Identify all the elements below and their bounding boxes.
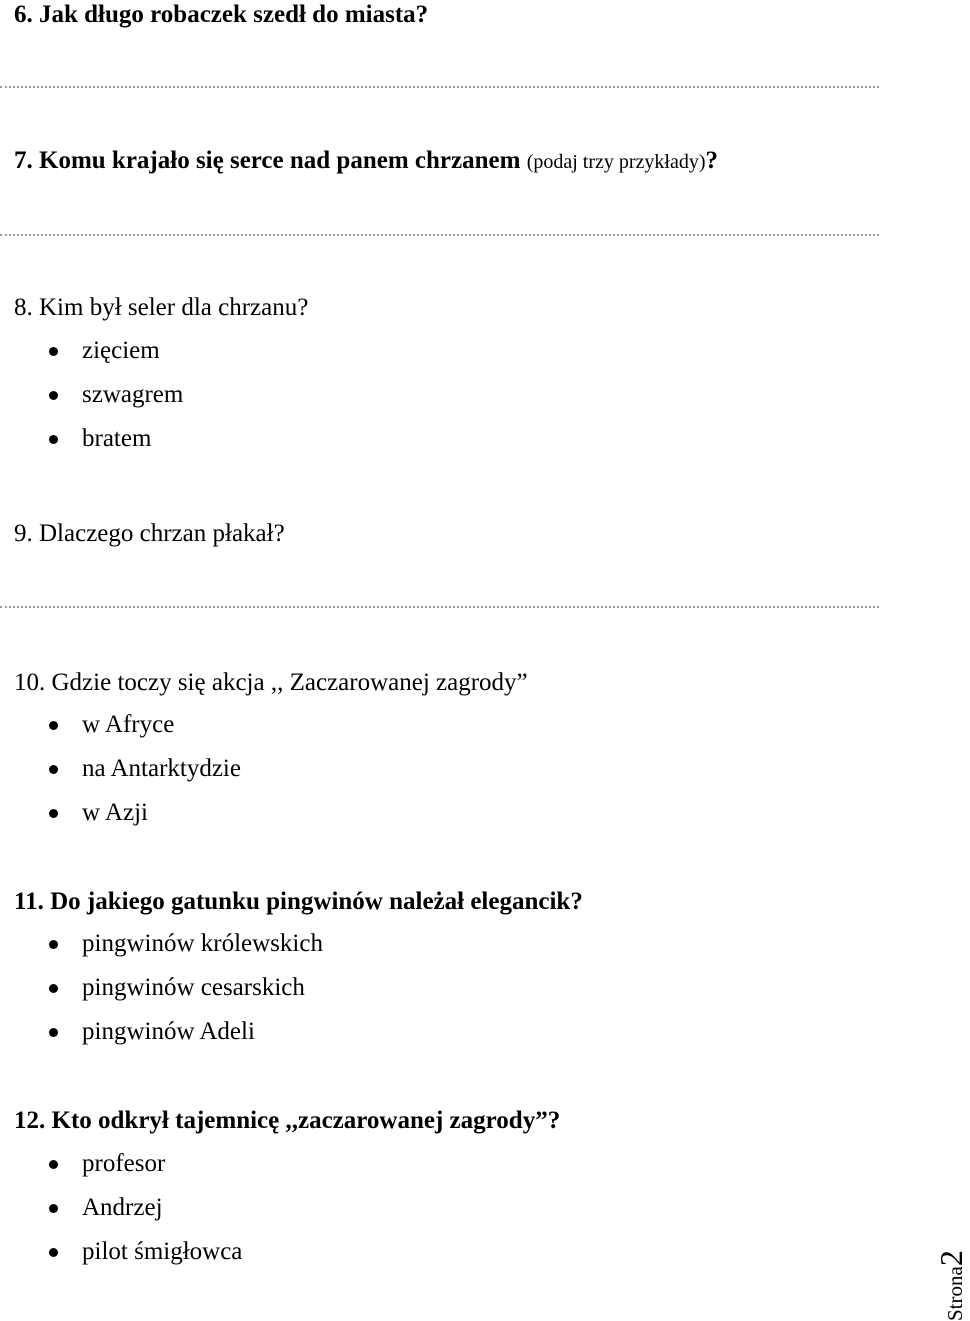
option-8-2: szwagrem bbox=[82, 381, 184, 408]
answer-line-7 bbox=[0, 234, 879, 236]
option-12-1: profesor bbox=[82, 1150, 166, 1177]
question-9: 9. Dlaczego chrzan płakał? bbox=[14, 520, 285, 547]
question-7-note: (podaj trzy przykłady) bbox=[526, 151, 706, 173]
page-footer-text bbox=[933, 1250, 970, 1321]
bullet-icon bbox=[49, 809, 58, 818]
page-label: Strona bbox=[943, 1266, 967, 1321]
bullet-icon bbox=[49, 435, 58, 444]
option-12-3: pilot śmigłowca bbox=[82, 1238, 243, 1265]
bullet-icon bbox=[49, 1028, 58, 1037]
option-11-3: pingwinów Adeli bbox=[82, 1018, 255, 1045]
option-11-2: pingwinów cesarskich bbox=[82, 974, 305, 1001]
question-11: 11. Do jakiego gatunku pingwinów należał elegancik? bbox=[14, 888, 583, 915]
option-10-2: na Antarktydzie bbox=[82, 755, 241, 782]
question-6: 6. Jak długo robaczek szedł do miasta? bbox=[14, 1, 429, 28]
bullet-icon bbox=[49, 391, 58, 400]
bullet-icon bbox=[49, 721, 58, 730]
option-8-1: zięciem bbox=[82, 337, 160, 364]
option-8-3: bratem bbox=[82, 425, 152, 452]
option-10-1: w Afryce bbox=[82, 711, 175, 738]
question-7 bbox=[14, 146, 718, 177]
option-10-3: w Azji bbox=[82, 799, 148, 826]
bullet-icon bbox=[49, 940, 58, 949]
bullet-icon bbox=[49, 1204, 58, 1213]
question-12: 12. Kto odkrył tajemnicę ,,zaczarowanej zagrody”? bbox=[14, 1107, 561, 1134]
answer-line-9 bbox=[0, 606, 879, 608]
bullet-icon bbox=[49, 765, 58, 774]
question-8: 8. Kim był seler dla chrzanu? bbox=[14, 294, 309, 321]
option-11-1: pingwinów królewskich bbox=[82, 930, 323, 957]
answer-line-6 bbox=[0, 86, 879, 88]
question-7-suffix: ? bbox=[705, 147, 719, 174]
page-number: 2 bbox=[933, 1250, 969, 1267]
bullet-icon bbox=[49, 1160, 58, 1169]
bullet-icon bbox=[49, 1248, 58, 1257]
question-7-text: 7. Komu krajało się serce nad panem chrzanem bbox=[14, 147, 521, 174]
bullet-icon bbox=[49, 347, 58, 356]
option-12-2: Andrzej bbox=[82, 1194, 163, 1221]
question-10: 10. Gdzie toczy się akcja ,, Zaczarowanej zagrody” bbox=[14, 669, 528, 696]
bullet-icon bbox=[49, 984, 58, 993]
page-footer bbox=[933, 1236, 969, 1321]
